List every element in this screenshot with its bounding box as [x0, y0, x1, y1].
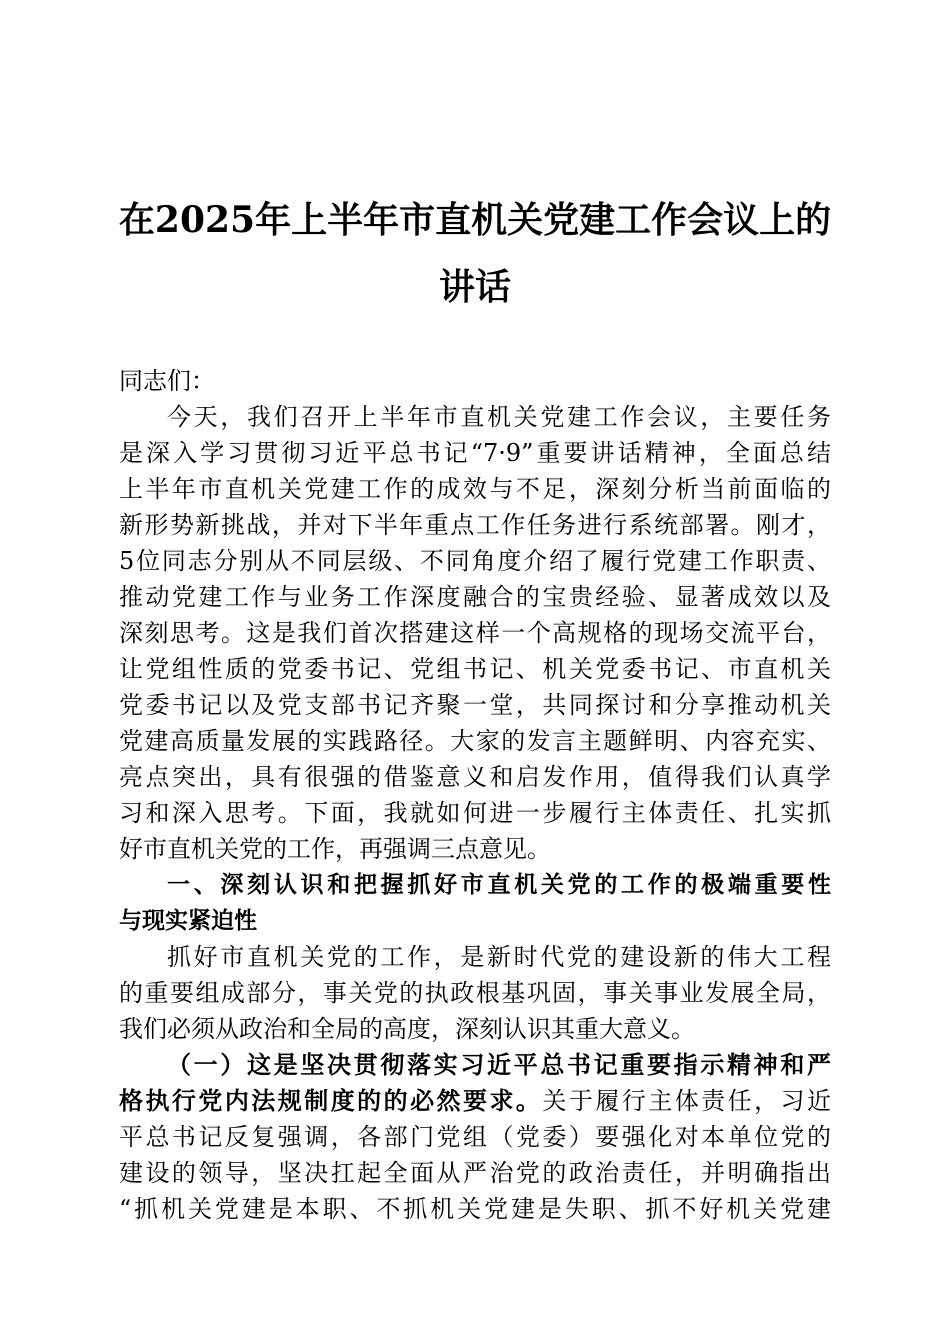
paragraph-line: 让党组性质的党委书记、党组书记、机关党委书记、市直机关	[119, 655, 831, 683]
paragraph-line: 的重要组成部分，事关党的执政根基巩固，事关事业发展全局，	[119, 979, 831, 1007]
paragraph-line: 习和深入思考。下面，我就如何进一步履行主体责任、扎实抓	[119, 799, 831, 827]
document-title-line-2: 讲话	[438, 266, 511, 308]
subsection-heading-1-continued: 格执行党内法规制度的的必然要求。	[119, 1086, 543, 1115]
subsection-heading-1: （一）这是坚决贯彻落实习近平总书记重要指示精神和严	[167, 1050, 831, 1079]
paragraph-line: 深刻思考。这是我们首次搭建这样一个高规格的现场交流平台，	[119, 619, 831, 647]
paragraph-line: 平总书记反复强调，各部门党组（党委）要强化对本单位党的	[119, 1123, 831, 1151]
paragraph-line: 今天，我们召开上半年市直机关党建工作会议，主要任务	[167, 403, 831, 431]
paragraph-line: 上半年市直机关党建工作的成效与不足，深刻分析当前面临的	[119, 475, 831, 503]
paragraph-line: 抓好市直机关党的工作，是新时代党的建设新的伟大工程	[167, 943, 831, 971]
paragraph-line: 好市直机关党的工作，再强调三点意见。	[119, 835, 551, 863]
paragraph-line: “抓机关党建是本职、不抓机关党建是失职、抓不好机关党建	[119, 1195, 831, 1223]
paragraph-line: 我们必须从政治和全局的高度，深刻认识其重大意义。	[119, 1015, 695, 1043]
section-heading-1-continued: 与现实紧迫性	[119, 908, 257, 934]
paragraph-line: 新形势新挑战，并对下半年重点工作任务进行系统部署。刚才，	[119, 511, 831, 539]
paragraph-line: 党建高质量发展的实践路径。大家的发言主题鲜明、内容充实、	[119, 727, 831, 755]
paragraph-line: 亮点突出，具有很强的借鉴意义和启发作用，值得我们认真学	[119, 763, 831, 791]
paragraph-line: 5位同志分别从不同层级、不同角度介绍了履行党建工作职责、	[119, 547, 831, 575]
document-title-line-1: 在2025年上半年市直机关党建工作会议上的	[118, 199, 832, 241]
paragraph-text: 关于履行主体责任，习近	[542, 1087, 831, 1115]
paragraph-line: 党委书记以及党支部书记齐聚一堂，共同探讨和分享推动机关	[119, 691, 831, 719]
paragraph-line: 建设的领导，坚决扛起全面从严治党的政治责任，并明确指出	[119, 1159, 831, 1187]
paragraph-line-mixed	[119, 1083, 831, 1119]
salutation: 同志们：	[119, 367, 215, 395]
paragraph-line: 是深入学习贯彻习近平总书记“7·9”重要讲话精神，全面总结	[119, 439, 831, 467]
paragraph-line: 推动党建工作与业务工作深度融合的宝贵经验、显著成效以及	[119, 583, 831, 611]
section-heading-1: 一、深刻认识和把握抓好市直机关党的工作的极端重要性	[167, 872, 831, 898]
